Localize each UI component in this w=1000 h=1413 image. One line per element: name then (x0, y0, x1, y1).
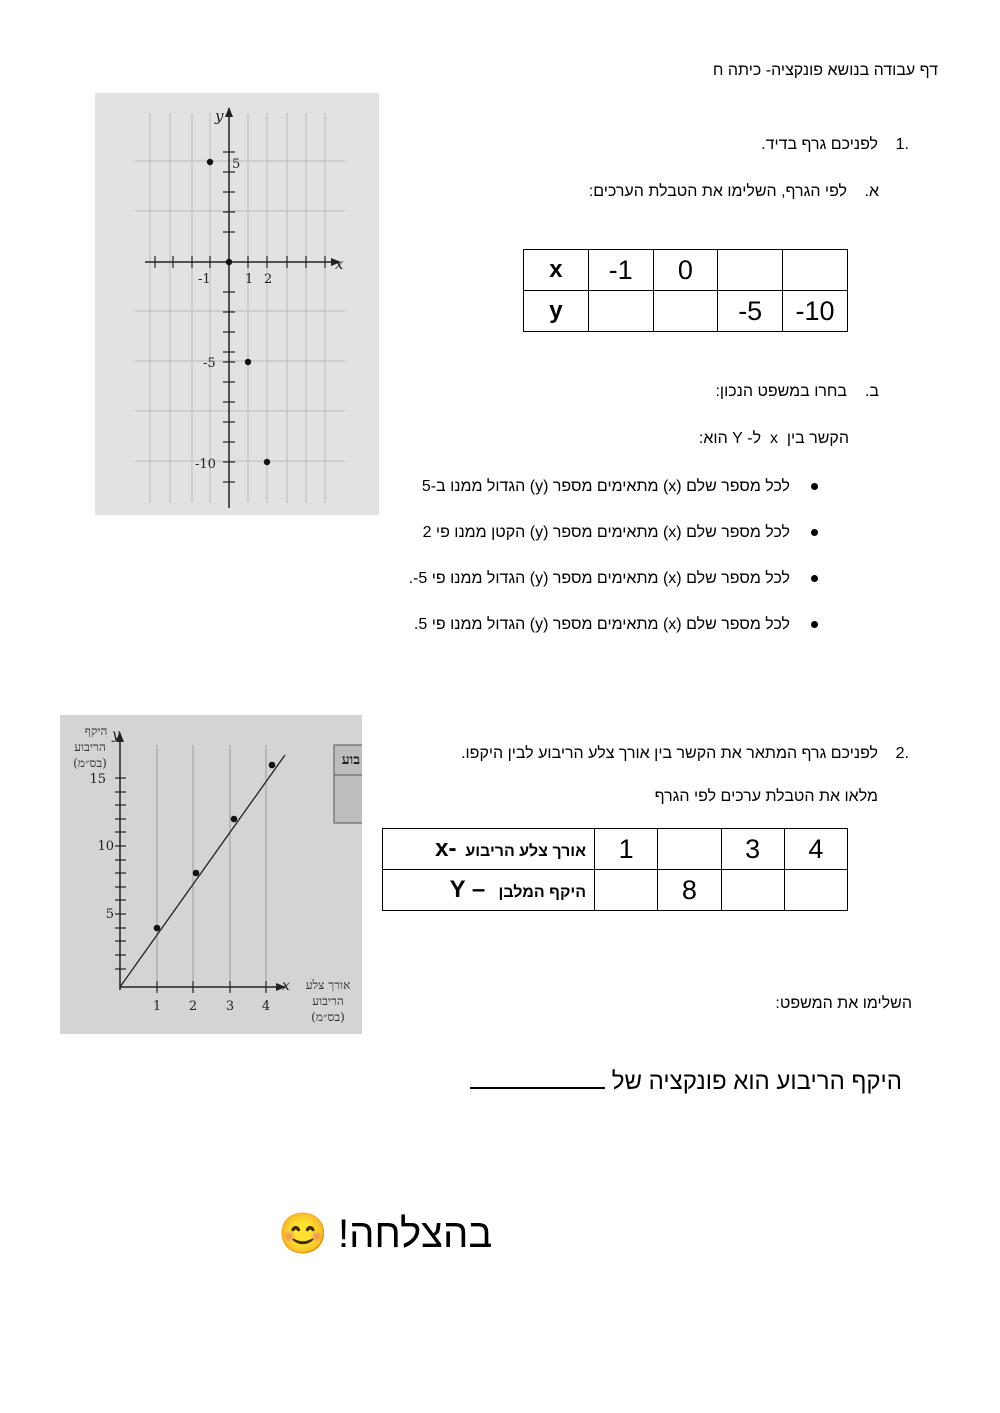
q2-table-cell[interactable] (784, 870, 847, 911)
bullet-icon (811, 575, 818, 582)
q2-number: 2. (895, 745, 909, 762)
graph1-point (207, 159, 213, 165)
q2-table-cell[interactable] (658, 829, 721, 870)
discrete-graph-photo (95, 93, 379, 515)
q2-table-cell[interactable]: 8 (658, 870, 721, 911)
option-item[interactable]: לכל מספר שלם (x) מתאימים מספר (y) הגדול ממנו ב-5 (378, 477, 818, 523)
smiley-icon: 😊 (278, 1212, 328, 1256)
graph2-x-title-1: אורך צלע (305, 978, 351, 992)
q1-table-cell[interactable]: -10 (783, 291, 848, 332)
q1-values-table (523, 249, 848, 332)
q1b-letter: ב. (864, 383, 879, 400)
q1-number: 1. (895, 136, 909, 153)
bullet-icon (811, 529, 818, 536)
graph2-y-title-2: הריבוע (74, 740, 106, 754)
graph2-ytick-15: 15 (89, 772, 106, 787)
q1a-letter: א. (864, 183, 879, 200)
q1-table-cell[interactable]: -5 (718, 291, 783, 332)
q2-instruction: מלאו את הטבלת ערכים לפי הגרף (654, 788, 878, 805)
q1-table-x-header: x (524, 250, 589, 291)
q1-table-y-header: y (524, 291, 589, 332)
q1-text: לפניכם גרף בדיד. (761, 136, 878, 153)
graph2-y-axis-label: y (112, 727, 120, 743)
graph2-y-title-1: היקף (84, 724, 108, 738)
graph2-x-title-3: (בס״מ) (311, 1010, 345, 1024)
graph1-point (245, 359, 251, 365)
sentence-text: היקף הריבוע הוא פונקציה של (611, 1068, 902, 1095)
answer-blank[interactable] (470, 1069, 605, 1089)
complete-prompt: השלימו את המשפט: (775, 995, 912, 1012)
q2-table-x-header: x- אורך צלע הריבוע (383, 829, 595, 870)
graph2-point (193, 870, 200, 877)
q1-table-cell[interactable] (718, 250, 783, 291)
graph2-ytick-5: 5 (105, 907, 114, 922)
option-item[interactable]: לכל מספר שלם (x) מתאימים מספר (y) הקטן ממנו פי 2 (378, 523, 818, 569)
q2-table-cell[interactable]: 3 (721, 829, 784, 870)
sentence-line (470, 1068, 902, 1096)
bullet-icon (811, 621, 818, 628)
graph1-tick-2: 2 (264, 272, 273, 287)
q1a-text: לפי הגרף, השלימו את הטבלת הערכים: (588, 183, 847, 200)
graph1-tick-5: 5 (232, 157, 241, 172)
q1-table-cell[interactable] (783, 250, 848, 291)
graph1-tick-neg5: -5 (203, 356, 216, 371)
q2-table-y-header: Y – היקף המלבן (383, 870, 595, 911)
graph1-tick-1: 1 (245, 272, 254, 287)
perimeter-graph-photo (60, 715, 362, 1034)
q1-table-cell[interactable] (588, 291, 653, 332)
q2-table-cell[interactable] (595, 870, 658, 911)
option-item[interactable]: לכל מספר שלם (x) מתאימים מספר (y) הגדול ממנו פי 5-. (378, 569, 818, 615)
graph1-tick-neg10: -10 (195, 457, 216, 472)
q1b-text: בחרו במשפט הנכון: (715, 383, 847, 400)
graph2-xtick-4: 4 (261, 999, 271, 1014)
good-luck-banner (278, 1206, 508, 1266)
graph2-x-axis-label: x (282, 978, 290, 994)
q1-options-list (378, 477, 818, 661)
good-luck-text: בהצלחה! (338, 1212, 493, 1256)
graph2-point (269, 762, 276, 769)
graph2-ytick-10: 10 (97, 839, 114, 854)
q2-table-cell[interactable] (721, 870, 784, 911)
graph2-xtick-1: 1 (152, 999, 162, 1014)
clipped-table-text: בוע (341, 752, 360, 768)
graph1-x-axis-label: x (335, 255, 344, 273)
q2-table-cell[interactable]: 4 (784, 829, 847, 870)
page-title: דף עבודה בנושא פונקציה- כיתה ח (712, 62, 938, 79)
q1-table-cell[interactable] (653, 291, 718, 332)
q2-text: לפניכם גרף המתאר את הקשר בין אורך צלע הריבוע לבין היקפו. (461, 745, 878, 762)
graph2-point (154, 925, 161, 932)
graph2-point (231, 816, 238, 823)
graph1-point (264, 459, 270, 465)
relation-prompt: הקשר בין x ל- Y הוא: (698, 430, 849, 447)
graph2-x-title-2: הריבוע (312, 994, 344, 1008)
option-item[interactable]: לכל מספר שלם (x) מתאימים מספר (y) הגדול ממנו פי 5. (378, 615, 818, 661)
graph2-xtick-3: 3 (225, 999, 235, 1014)
q1-table-cell[interactable]: 0 (653, 250, 718, 291)
q2-values-table (382, 828, 848, 911)
graph1-tick-neg1: -1 (198, 272, 211, 287)
graph1-point (226, 259, 232, 265)
bullet-icon (811, 483, 818, 490)
graph1-y-axis-label: y (215, 107, 224, 125)
graph2-xtick-2: 2 (188, 999, 198, 1014)
q2-table-cell[interactable]: 1 (595, 829, 658, 870)
graph2-y-title-3: (בס״מ) (73, 756, 107, 770)
q1-table-cell[interactable]: -1 (588, 250, 653, 291)
